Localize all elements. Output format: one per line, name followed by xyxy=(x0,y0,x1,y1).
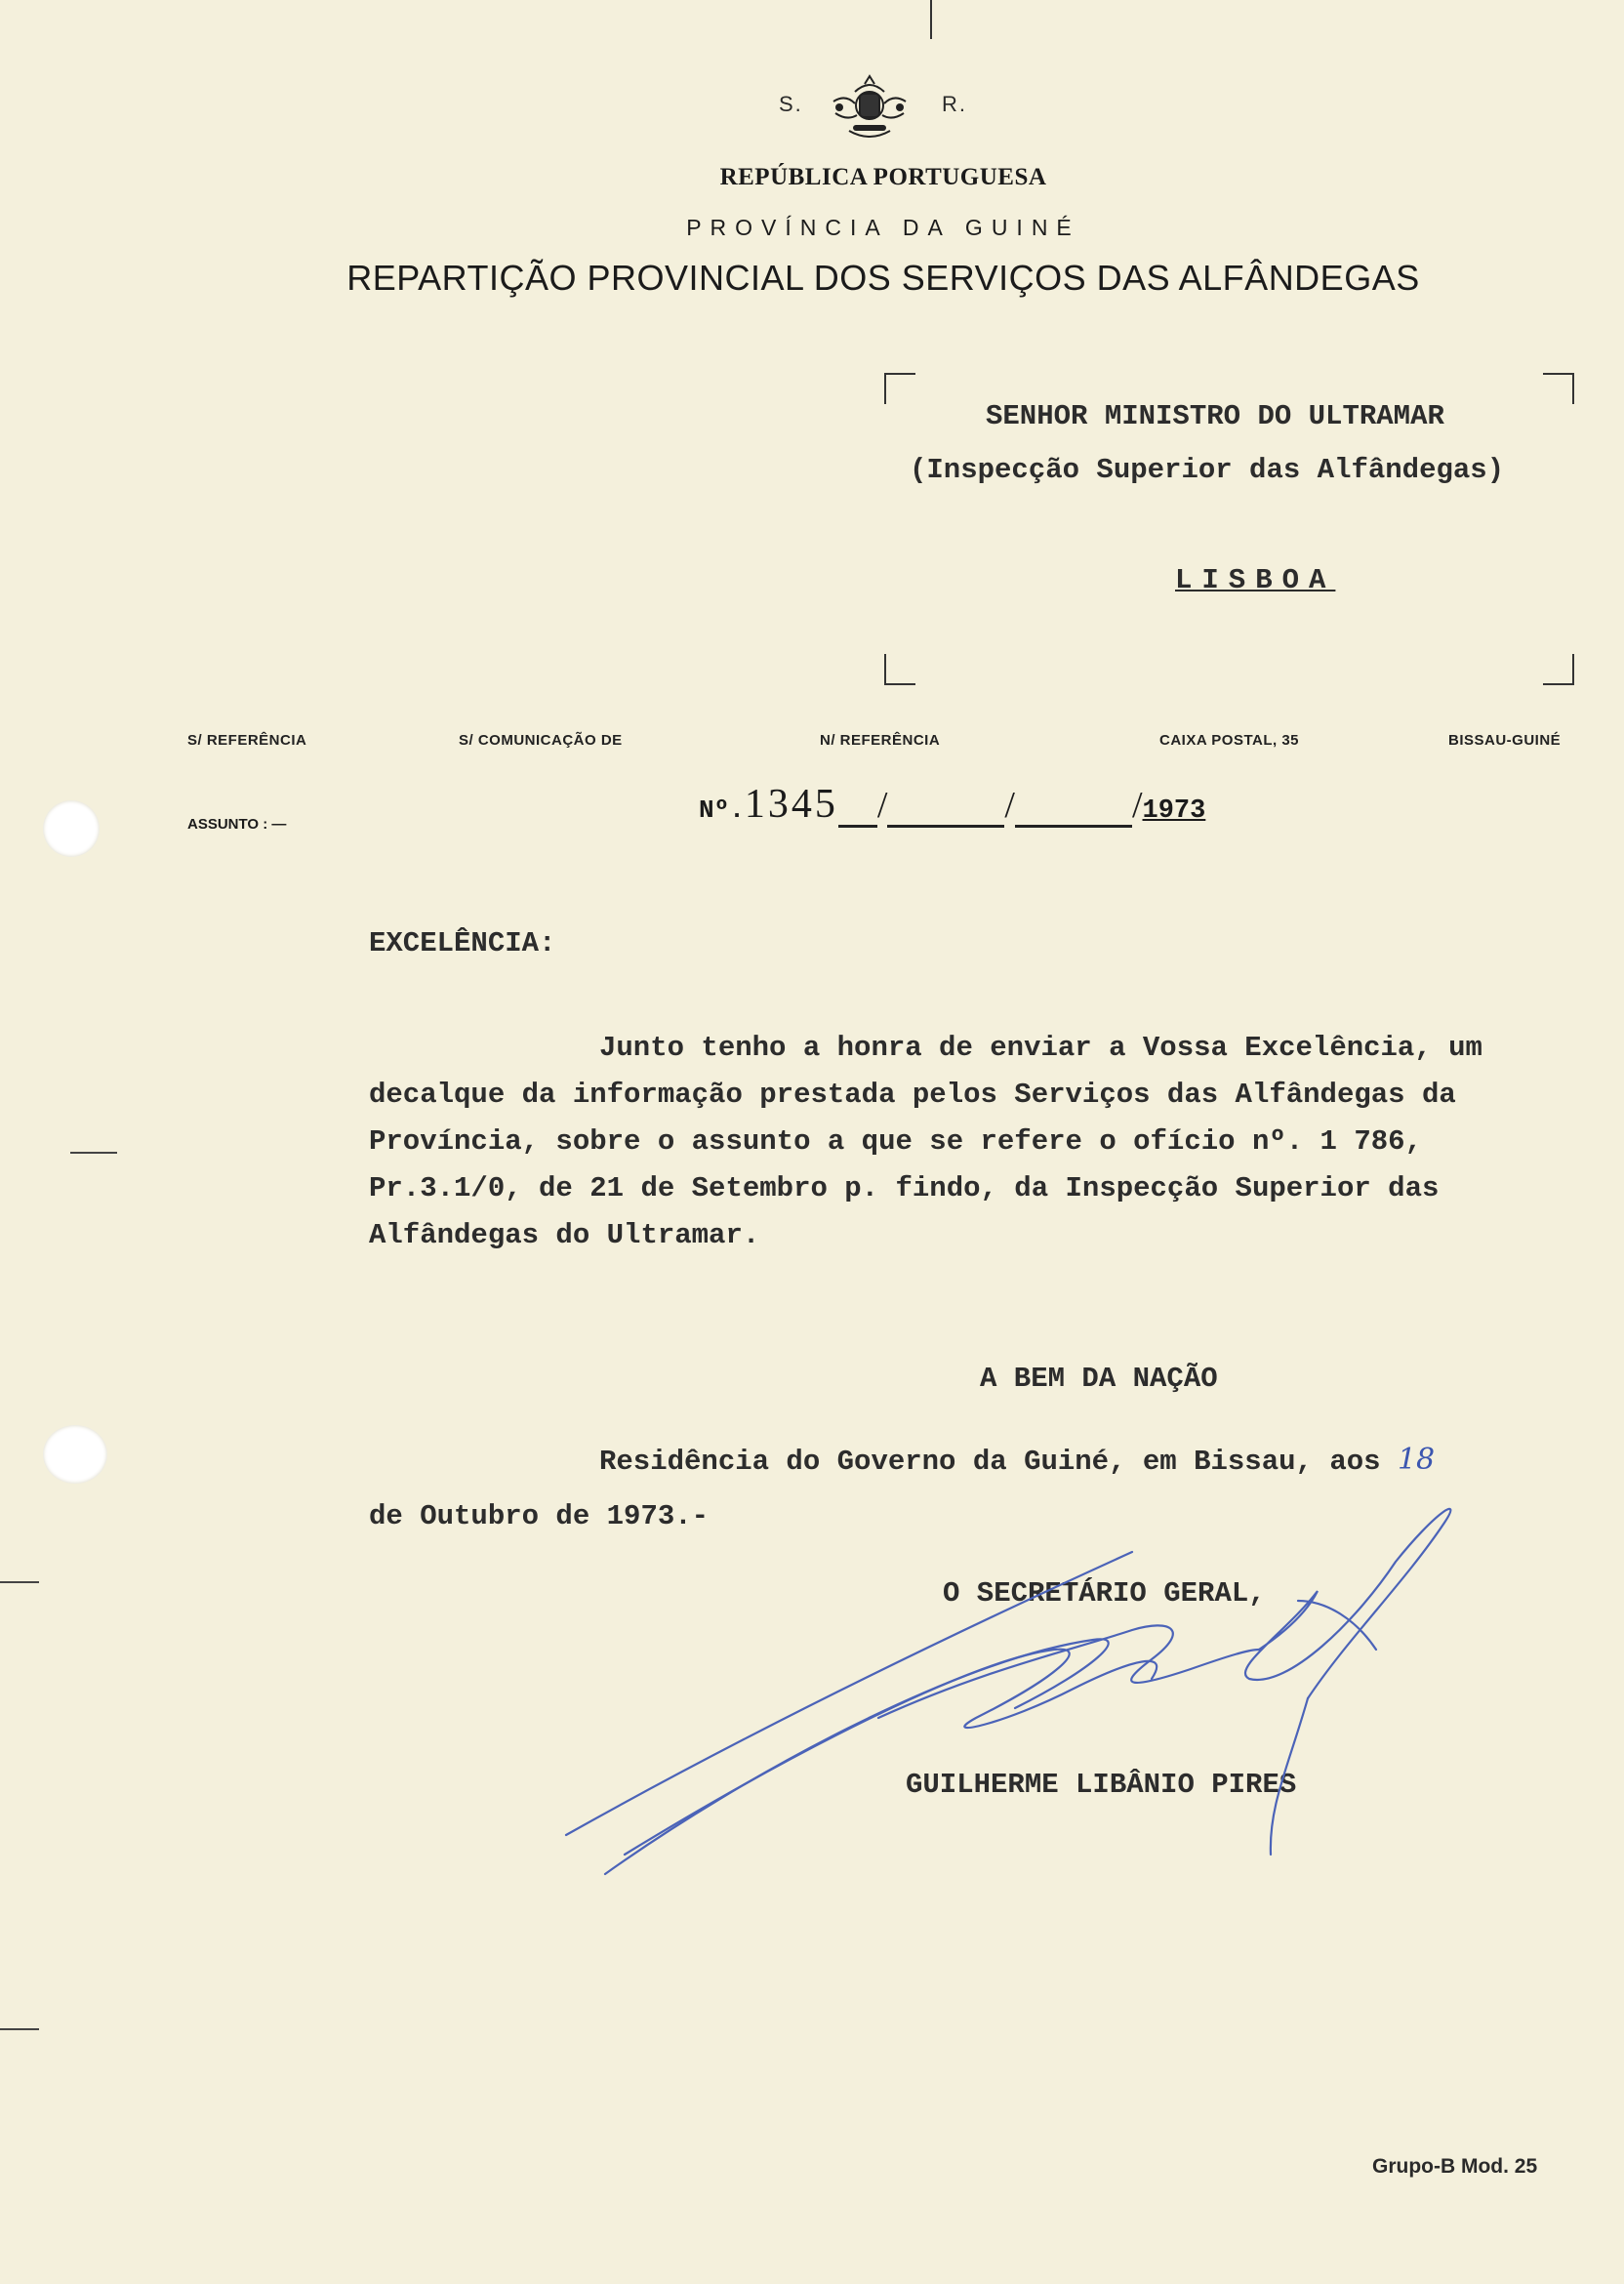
fold-mark xyxy=(930,0,932,39)
margin-mark-1 xyxy=(70,1152,117,1154)
reference-slash-3: / xyxy=(1131,785,1143,826)
addressee-line-2: (Inspecção Superior das Alfândegas) xyxy=(910,454,1505,486)
handwritten-day: 18 xyxy=(1397,1443,1436,1477)
reference-underline xyxy=(838,792,877,828)
republica-heading: REPÚBLICA PORTUGUESA xyxy=(719,164,1047,190)
salutation: EXCELÊNCIA: xyxy=(369,927,556,959)
reference-number xyxy=(699,781,1205,828)
label-s-comunicacao: S/ COMUNICAÇÃO DE xyxy=(459,732,623,749)
addressee-line-1: SENHOR MINISTRO DO ULTRAMAR xyxy=(986,400,1444,432)
address-corner-bottom-left xyxy=(884,654,915,685)
letterhead-s: S. xyxy=(779,92,803,116)
residence-text: Residência do Governo da Guiné, em Bissau, aos xyxy=(599,1446,1381,1478)
address-corner-top-right xyxy=(1543,373,1574,404)
form-code: Grupo-B Mod. 25 xyxy=(1372,2155,1538,2178)
label-s-referencia: S/ REFERÊNCIA xyxy=(187,732,307,749)
reference-blank-1 xyxy=(887,792,1004,828)
reference-slash-1: / xyxy=(876,785,888,826)
department-heading: REPARTIÇÃO PROVINCIAL DOS SERVIÇOS DAS ALFÂNDEGAS xyxy=(346,258,1420,298)
punch-hole-top xyxy=(43,800,100,857)
coat-of-arms-seal xyxy=(826,72,914,144)
reference-year: 1973 xyxy=(1142,796,1206,826)
residence-month-year: de Outubro de 1973.- xyxy=(369,1500,710,1532)
label-assunto: ASSUNTO : — xyxy=(187,816,287,833)
provincia-heading: PROVÍNCIA DA GUINÉ xyxy=(686,215,1080,240)
addressee-city: LISBOA xyxy=(1175,564,1336,596)
signatory-name: GUILHERME LIBÂNIO PIRES xyxy=(906,1769,1297,1801)
body-paragraph: Junto tenho a honra de enviar a Vossa Excelência, um decalque da informação prestada pelos Serviços das Alfândegas da Província, sobre o assunto a que se refere o ofício nº. 1 786, Pr.3.1/0, de 21 de Setembro p. findo, da Inspecção Superior das Alfândegas do Ultramar. xyxy=(369,1032,1482,1251)
margin-mark-3 xyxy=(0,2028,39,2030)
letterhead-r: R. xyxy=(942,92,967,116)
address-corner-top-left xyxy=(884,373,915,404)
address-corner-bottom-right xyxy=(1543,654,1574,685)
margin-mark-2 xyxy=(0,1581,39,1583)
closing-formula: A BEM DA NAÇÃO xyxy=(980,1363,1218,1395)
reference-value: 1345 xyxy=(744,782,838,827)
label-caixa-postal: CAIXA POSTAL, 35 xyxy=(1159,732,1300,749)
label-bissau: BISSAU-GUINÉ xyxy=(1448,732,1562,749)
handwritten-signature xyxy=(547,1484,1483,1894)
signatory-title: O SECRETÁRIO GERAL, xyxy=(943,1577,1266,1610)
reference-prefix: Nº. xyxy=(699,795,745,825)
reference-blank-2 xyxy=(1015,792,1132,828)
label-n-referencia: N/ REFERÊNCIA xyxy=(820,732,941,749)
reference-slash-2: / xyxy=(1004,785,1015,826)
punch-hole-bottom xyxy=(43,1425,107,1484)
